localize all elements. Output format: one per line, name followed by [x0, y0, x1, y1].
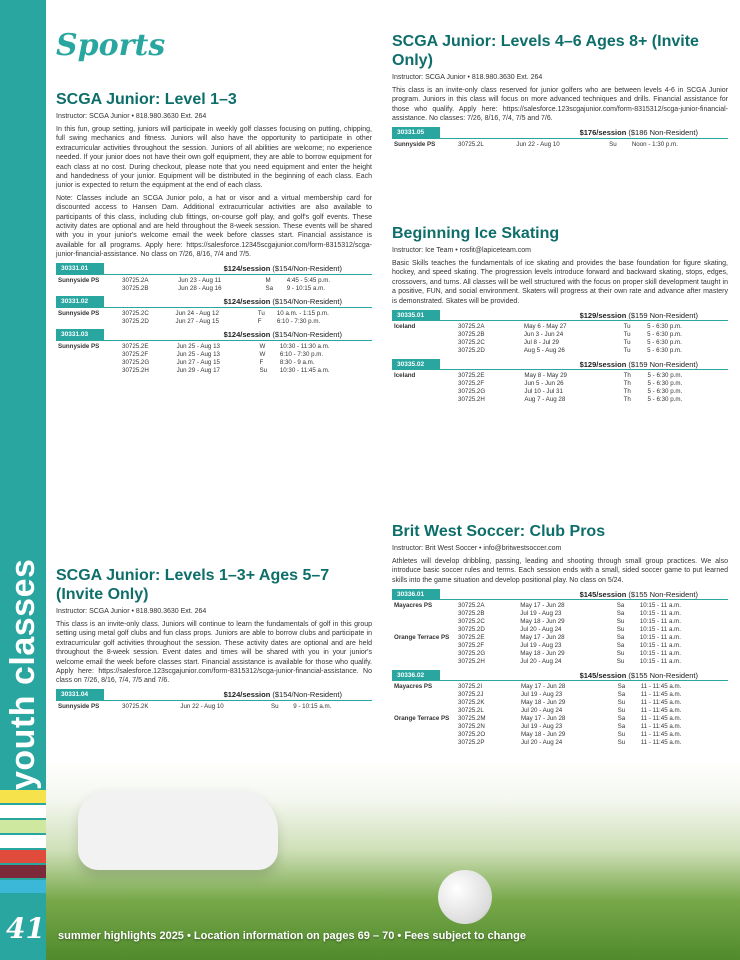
schedule-range: Jun 27 - Aug 15 — [175, 317, 219, 325]
course-code-badge: 30336.01 — [392, 589, 440, 600]
schedule-time: Noon - 1:30 p.m. — [631, 140, 678, 148]
session-header — [392, 359, 728, 370]
schedule-time: 5 - 6:30 p.m. — [647, 372, 683, 380]
schedule-day: Sa — [617, 715, 626, 723]
schedule-day: Su — [259, 366, 268, 374]
schedule-date: 30725.2K — [122, 702, 149, 710]
schedule-date: 30725.2G — [458, 650, 486, 658]
course-code-badge: 30336.02 — [392, 670, 440, 681]
schedule-range: Jul 20 - Aug 24 — [520, 739, 563, 747]
schedule-day: Sa — [616, 610, 625, 618]
schedule-day: Su — [616, 618, 625, 626]
schedule-day: Su — [616, 650, 625, 658]
class-scga-junior-4-6 — [392, 32, 728, 149]
schedule-date: 30725.2B — [122, 284, 149, 292]
schedule-range: Jun 5 - Jun 26 — [524, 380, 564, 388]
session-header — [56, 690, 372, 701]
non-resident-price: ($155 Non-Resident) — [628, 670, 698, 680]
class-scga-junior-1-3 — [56, 90, 372, 375]
schedule-time: 10:15 - 11 a.m. — [639, 658, 681, 666]
session-header — [56, 330, 372, 341]
schedule-day: Sa — [616, 642, 625, 650]
schedule-day: W — [259, 350, 266, 358]
course-code-badge: 30331.04 — [56, 689, 104, 700]
session-price — [580, 671, 698, 680]
schedule-date: 30725.2K — [458, 699, 485, 707]
schedule-loc: Mayacres PS — [394, 602, 433, 610]
schedule-time: 11 - 11:45 a.m. — [640, 723, 682, 731]
schedule-time: 5 - 6:30 p.m. — [647, 331, 682, 339]
schedule-table — [56, 277, 372, 293]
schedule-row — [392, 331, 728, 339]
schedule-loc — [392, 331, 456, 339]
schedule-row — [56, 318, 372, 326]
schedule-loc — [392, 707, 456, 715]
schedule-day: Sa — [265, 284, 274, 292]
schedule-time: 10:15 - 11 a.m. — [639, 626, 681, 634]
schedule-day: Tu — [257, 309, 265, 317]
schedule-date: 30725.2H — [122, 366, 149, 374]
schedule-range: May 8 - May 29 — [524, 372, 567, 380]
schedule-table — [392, 323, 728, 355]
resident-price: $176/session — [579, 128, 627, 138]
class-description: Basic Skills teaches the fundamentals of ice skating and provides the base foundation for figure skating, hockey, and speed skating. The progression levels introduce forward and backward skating, stops, edges, crossovers, and turns. All classes will be well structured with the focus on proper skill development taught in a positive, FUN, and social environment. Skaters will progress at their own rate and advance after mastery is demonstrated. Skates will be provided. — [392, 260, 728, 305]
schedule-range: Jul 19 - Aug 23 — [520, 723, 563, 731]
schedule-loc: Sunnyside PS — [58, 276, 100, 284]
golf-shoe-image — [78, 790, 278, 870]
class-title: Beginning Ice Skating — [392, 225, 560, 242]
schedule-day: Th — [623, 372, 631, 380]
class-title: SCGA Junior: Level 1–3 — [56, 91, 237, 108]
schedule-date: 30725.2G — [122, 358, 150, 366]
class-beginning-ice-skating — [392, 224, 728, 404]
schedule-day: Tu — [623, 347, 631, 355]
schedule-day: Tu — [623, 339, 631, 347]
schedule-range: May 17 - Jun 28 — [520, 683, 566, 691]
class-brit-west-soccer — [392, 522, 728, 747]
schedule-range: Jun 27 - Aug 15 — [176, 358, 220, 366]
resident-price: $124/session — [223, 297, 271, 307]
schedule-time: 5 - 6:30 p.m. — [647, 323, 682, 331]
schedule-date: 30725.2D — [458, 347, 485, 355]
non-resident-price: ($154/Non-Resident) — [272, 330, 342, 340]
schedule-time: 11 - 11:45 a.m. — [640, 731, 682, 739]
schedule-loc: Iceland — [394, 372, 416, 380]
schedule-range: Jul 20 - Aug 24 — [520, 658, 562, 666]
schedule-day: Tu — [623, 323, 631, 331]
schedule-date: 30725.2F — [458, 380, 485, 388]
schedule-range: Jul 19 - Aug 23 — [520, 691, 563, 699]
schedule-range: May 17 - Jun 28 — [520, 634, 565, 642]
session-header — [56, 264, 372, 275]
non-resident-price: ($154/Non-Resident) — [272, 297, 342, 307]
schedule-range: Jul 20 - Aug 24 — [520, 707, 563, 715]
schedule-loc — [392, 699, 456, 707]
schedule-time: 8:30 - 9 a.m. — [279, 358, 315, 366]
schedule-time: 9 - 10:15 a.m. — [286, 284, 325, 292]
non-resident-price: ($154/Non-Resident) — [272, 690, 342, 700]
schedule-date: 30725.2A — [122, 276, 149, 284]
schedule-day: Th — [623, 380, 631, 388]
schedule-date: 30725.2D — [458, 626, 485, 634]
schedule-row — [392, 731, 728, 739]
schedule-loc: Orange Terrace PS — [394, 715, 450, 723]
schedule-time: 5 - 6:30 p.m. — [647, 396, 683, 404]
course-code-badge: 30335.02 — [392, 359, 440, 370]
class-title: SCGA Junior: Levels 1–3+ Ages 5–7 (Invite Only) — [56, 567, 330, 603]
schedule-table — [392, 602, 728, 666]
schedule-range: May 18 - Jun 29 — [520, 618, 565, 626]
schedule-time: 10 a.m. - 1:15 p.m. — [276, 309, 329, 317]
color-stripe — [0, 790, 46, 803]
schedule-loc — [56, 285, 120, 293]
schedule-day: Sa — [617, 723, 626, 731]
schedule-range: Jun 25 - Aug 13 — [176, 342, 220, 350]
schedule-time: 10:15 - 11 a.m. — [639, 642, 681, 650]
schedule-loc: Sunnyside PS — [58, 702, 100, 710]
schedule-date: 30725.2L — [458, 140, 484, 148]
schedule-time: 6:10 - 7:30 p.m. — [279, 350, 324, 358]
class-instructor: Instructor: Brit West Soccer • info@britwestsoccer.com — [392, 545, 562, 552]
class-description: This class is an invite-only class. Juniors will continue to learn the fundamentals of golf in this group setting using metal golf clubs and fun class props. Juniors are able to borrow clubs and participate in extracurricular golf activities throughout the session. These activity dates are optional and are held throughout the 8-week session. Event dates and times will be shared with you in your junior's welcome email the week before classes start. Financial assistance is available for those who qualify. Apply here: https://salesforce.123scgajunior.com/form-8315312/scga-junior-financial-assistance. No class on 7/26, 8/16, 7/4, 7/5 and 7/6. — [56, 621, 372, 685]
color-stripe — [0, 850, 46, 863]
schedule-row — [392, 658, 728, 666]
schedule-time: 10:30 - 11:30 a.m. — [279, 342, 330, 350]
schedule-range: Jun 23 - Aug 11 — [178, 276, 222, 284]
schedule-day: Su — [616, 658, 625, 666]
resident-price: $129/session — [579, 310, 627, 320]
schedule-table — [56, 343, 372, 375]
color-stripe — [0, 880, 46, 893]
schedule-day: Su — [271, 702, 279, 710]
schedule-table — [56, 310, 372, 326]
non-resident-price: ($159 Non-Resident) — [628, 310, 698, 320]
schedule-time: 5 - 6:30 p.m. — [647, 388, 683, 396]
schedule-date: 30725.2E — [458, 372, 485, 380]
schedule-date: 30725.2L — [458, 707, 484, 715]
schedule-day: Su — [616, 626, 625, 634]
session-price — [580, 128, 698, 137]
schedule-range: Jul 19 - Aug 23 — [520, 610, 562, 618]
course-code-badge: 30331.03 — [56, 329, 104, 340]
schedule-date: 30725.2C — [122, 309, 149, 317]
schedule-date: 30725.2P — [458, 739, 485, 747]
schedule-loc — [392, 731, 456, 739]
schedule-date: 30725.2A — [458, 323, 485, 331]
golf-ball-image — [438, 870, 492, 924]
schedule-row — [392, 323, 728, 331]
schedule-day: Su — [617, 739, 626, 747]
course-code-badge: 30335.01 — [392, 310, 440, 321]
schedule-day: Sa — [616, 634, 625, 642]
schedule-row — [392, 626, 728, 634]
resident-price: $145/session — [579, 670, 627, 680]
schedule-loc — [392, 739, 456, 747]
session-price — [224, 330, 342, 339]
schedule-time: 6:10 - 7:30 p.m. — [276, 317, 321, 325]
schedule-time: 11 - 11:45 a.m. — [640, 683, 682, 691]
schedule-date: 30725.2B — [458, 610, 485, 618]
schedule-time: 11 - 11:45 a.m. — [640, 691, 682, 699]
schedule-row — [392, 691, 728, 699]
schedule-range: Jul 20 - Aug 24 — [520, 626, 562, 634]
schedule-date: 30725.2O — [458, 731, 486, 739]
schedule-row — [56, 343, 372, 351]
schedule-date: 30725.2C — [458, 618, 485, 626]
schedule-row — [392, 372, 728, 380]
schedule-loc — [392, 658, 456, 666]
schedule-day: Th — [623, 388, 631, 396]
schedule-loc — [392, 642, 456, 650]
schedule-row — [56, 359, 372, 367]
schedule-loc — [392, 380, 456, 388]
schedule-loc — [392, 396, 456, 404]
color-stripe — [0, 865, 46, 878]
schedule-range: Jun 22 - Aug 10 — [516, 140, 560, 148]
course-code-badge: 30331.05 — [392, 127, 440, 138]
schedule-time: 5 - 6:30 p.m. — [647, 347, 682, 355]
schedule-day: Su — [617, 707, 626, 715]
schedule-day: Su — [617, 699, 626, 707]
color-stripe — [0, 820, 46, 833]
schedule-row — [56, 703, 372, 711]
session-price — [224, 690, 342, 699]
course-code-badge: 30331.01 — [56, 263, 104, 274]
schedule-time: 11 - 11:45 a.m. — [640, 707, 682, 715]
schedule-date: 30725.2E — [122, 342, 149, 350]
schedule-row — [392, 380, 728, 388]
class-title: Brit West Soccer: Club Pros — [392, 523, 606, 540]
schedule-time: 10:15 - 11 a.m. — [639, 634, 681, 642]
schedule-loc: Sunnyside PS — [58, 309, 100, 317]
schedule-loc — [392, 610, 456, 618]
color-stripe — [0, 805, 46, 818]
schedule-loc: Mayacres PS — [394, 683, 433, 691]
class-scga-junior-ages-5-7 — [56, 566, 372, 711]
schedule-range: Jul 8 - Jul 29 — [523, 339, 560, 347]
non-resident-price: ($154/Non-Resident) — [272, 264, 342, 274]
schedule-row — [392, 347, 728, 355]
schedule-date: 30725.2E — [458, 634, 485, 642]
session-price — [580, 311, 698, 320]
schedule-date: 30725.2I — [458, 683, 483, 691]
class-description: This class is an invite-only class reserved for junior golfers who are between levels 4-6 in SCGA Junior program. Juniors in this class will focus on more advanced techniques and drills. Financial assistance for those who qualify. Apply here: https://salesforce.123scgajunior.com/form-8315312/scga-junior-financial-assistance. No classes: 7/26, 8/16, 7/4, 7/5 and 7/6. — [392, 87, 728, 123]
schedule-loc — [56, 367, 120, 375]
schedule-time: 5 - 6:30 p.m. — [647, 339, 682, 347]
schedule-date: 30725.2H — [458, 396, 485, 404]
schedule-loc: Sunnyside PS — [58, 342, 100, 350]
schedule-loc — [392, 347, 456, 355]
schedule-loc — [56, 359, 120, 367]
schedule-row — [56, 285, 372, 293]
schedule-day: Th — [623, 396, 631, 404]
schedule-date: 30725.2H — [458, 658, 485, 666]
session-header — [392, 589, 728, 600]
schedule-time: 11 - 11:45 a.m. — [640, 715, 682, 723]
resident-price: $124/session — [223, 330, 271, 340]
class-description: In this fun, group setting, juniors will participate in weekly golf classes focusing on putting, chipping, full swing mechanics and fitness. Juniors will also have the opportunity to participate in other extracurricular activities throughout the session. Juniors of all abilities are welcome; no experience needed. If your junior does not have their own golf equipment, they are able to borrow equipment for each class at no cost. During checkout, please note that you need equipment and enter the height and handedness of your junior. Equipment will be distributed in the beginning of each class. Each junior is expected to return the equipment at the end of each class. — [56, 126, 372, 190]
page-section-title: Sports — [56, 28, 166, 63]
non-resident-price: ($155 Non-Resident) — [628, 589, 698, 599]
schedule-row — [56, 277, 372, 285]
schedule-loc — [56, 318, 120, 326]
class-title: SCGA Junior: Levels 4–6 Ages 8+ (Invite Only) — [392, 33, 699, 69]
schedule-loc — [392, 618, 456, 626]
session-header — [392, 310, 728, 321]
class-instructor: Instructor: SCGA Junior • 818.980.3630 Ext. 264 — [392, 74, 543, 81]
schedule-range: Jun 24 - Aug 12 — [175, 309, 219, 317]
schedule-range: Jun 29 - Aug 17 — [176, 366, 220, 374]
session-price — [580, 360, 698, 369]
schedule-range: May 18 - Jun 29 — [520, 731, 566, 739]
schedule-time: 10:30 - 11:45 a.m. — [279, 366, 330, 374]
schedule-range: Aug 5 - Aug 26 — [523, 347, 565, 355]
schedule-time: 10:15 - 11 a.m. — [639, 650, 681, 658]
schedule-loc: Orange Terrace PS — [394, 634, 450, 642]
schedule-loc — [392, 723, 456, 731]
session-header — [392, 670, 728, 681]
non-resident-price: ($159 Non-Resident) — [628, 359, 698, 369]
schedule-table — [392, 141, 728, 149]
schedule-table — [392, 683, 728, 747]
schedule-day: Sa — [616, 602, 625, 610]
schedule-day: Tu — [623, 331, 631, 339]
schedule-loc — [392, 691, 456, 699]
schedule-date: 30725.2G — [458, 388, 486, 396]
session-price — [580, 590, 698, 599]
schedule-day: F — [259, 358, 264, 366]
schedule-row — [392, 723, 728, 731]
schedule-range: Jun 28 - Aug 16 — [178, 284, 222, 292]
schedule-date: 30725.2N — [458, 723, 485, 731]
schedule-row — [392, 739, 728, 747]
schedule-time: 10:15 - 11 a.m. — [639, 618, 681, 626]
schedule-row — [392, 650, 728, 658]
schedule-range: Jun 22 - Aug 10 — [180, 702, 224, 710]
schedule-row — [56, 310, 372, 318]
schedule-loc: Sunnyside PS — [394, 140, 436, 148]
schedule-loc — [56, 351, 120, 359]
schedule-row — [392, 396, 728, 404]
schedule-range: May 6 - May 27 — [523, 323, 567, 331]
schedule-row — [392, 610, 728, 618]
schedule-row — [392, 634, 728, 642]
session-header — [392, 128, 728, 139]
schedule-row — [392, 642, 728, 650]
non-resident-price: ($186 Non-Resident) — [628, 128, 698, 138]
session-header — [56, 297, 372, 308]
schedule-date: 30725.2B — [458, 331, 485, 339]
class-description: Athletes will develop dribbling, passing, leading and shooting through small group practices. We also introduce basic soccer rules and terms. Each session ends with a small, sided soccer game to put learned skills into the game situation and develop positional play. No class on 5/24. — [392, 558, 728, 584]
schedule-date: 30725.2A — [458, 602, 485, 610]
schedule-date: 30725.2C — [458, 339, 485, 347]
resident-price: $129/session — [579, 359, 627, 369]
schedule-day: Su — [609, 140, 617, 148]
schedule-row — [392, 715, 728, 723]
schedule-loc — [392, 339, 456, 347]
schedule-range: Jul 10 - Jul 31 — [524, 388, 563, 396]
schedule-table — [56, 703, 372, 711]
schedule-range: May 18 - Jun 29 — [520, 699, 566, 707]
schedule-day: Sa — [617, 691, 626, 699]
schedule-table — [392, 372, 728, 404]
schedule-range: Jul 19 - Aug 23 — [520, 642, 562, 650]
schedule-range: May 18 - Jun 29 — [520, 650, 565, 658]
schedule-row — [56, 351, 372, 359]
page-footer: summer highlights 2025 • Location information on pages 69 – 70 • Fees subject to change — [58, 930, 526, 942]
schedule-loc — [392, 650, 456, 658]
class-note: Note: Classes include an SCGA Junior polo, a hat or visor and a virtual membership card for discounted access to Hansen Dam. Additional extracurricular activities are also available to participants of this class, including club fittings, on-course golf play, and golf's golf events. These activity dates are optional and are held throughout the 8-week session. These events will be shared with you in your junior's welcome email the week before classes start. Financial assistance is available for all programs. Apply here: https://salesforce.12345scgajunior.com/form-8315312/scga-junior-financial-assistance. No class on 7/26, 8/16, 7/4 and 7/5. — [56, 194, 372, 259]
schedule-date: 30725.2F — [458, 642, 485, 650]
schedule-range: May 17 - Jun 28 — [520, 715, 566, 723]
schedule-time: 4:45 - 5:45 p.m. — [286, 276, 331, 284]
resident-price: $124/session — [223, 264, 271, 274]
schedule-date: 30725.2D — [122, 317, 149, 325]
schedule-row — [392, 707, 728, 715]
course-code-badge: 30331.02 — [56, 296, 104, 307]
schedule-loc — [392, 626, 456, 634]
schedule-range: Jun 3 - Jun 24 — [523, 331, 564, 339]
schedule-time: 9 - 10:15 a.m. — [293, 702, 332, 710]
resident-price: $145/session — [579, 589, 627, 599]
schedule-row — [392, 699, 728, 707]
session-price — [224, 297, 342, 306]
schedule-time: 10:15 - 11 a.m. — [639, 610, 681, 618]
schedule-row — [392, 683, 728, 691]
schedule-date: 30725.2J — [458, 691, 484, 699]
schedule-range: May 17 - Jun 28 — [520, 602, 565, 610]
schedule-range: Jun 25 - Aug 13 — [176, 350, 220, 358]
schedule-row — [392, 618, 728, 626]
schedule-time: 11 - 11:45 a.m. — [640, 739, 682, 747]
class-instructor: Instructor: Ice Team • rosfit@lapiceteam.com — [392, 247, 531, 254]
schedule-row — [392, 602, 728, 610]
side-label — [4, 750, 43, 790]
color-stripes — [0, 790, 46, 908]
schedule-date: 30725.2F — [122, 350, 149, 358]
schedule-day: Sa — [617, 683, 626, 691]
page-number: 41 — [6, 912, 45, 945]
schedule-time: 11 - 11:45 a.m. — [640, 699, 682, 707]
schedule-date: 30725.2M — [458, 715, 486, 723]
schedule-day: M — [265, 276, 271, 284]
color-stripe — [0, 835, 46, 848]
class-instructor: Instructor: SCGA Junior • 818.980.3630 Ext. 264 — [56, 113, 207, 120]
schedule-loc — [392, 388, 456, 396]
schedule-day: W — [259, 342, 266, 350]
class-instructor: Instructor: SCGA Junior • 818.980.3630 Ext. 264 — [56, 608, 207, 615]
schedule-day: Su — [617, 731, 626, 739]
schedule-time: 10:15 - 11 a.m. — [639, 602, 681, 610]
schedule-loc: Iceland — [394, 323, 416, 331]
schedule-row — [392, 141, 728, 149]
schedule-row — [392, 388, 728, 396]
resident-price: $124/session — [223, 690, 271, 700]
schedule-row — [56, 367, 372, 375]
schedule-time: 5 - 6:30 p.m. — [647, 380, 683, 388]
schedule-day: F — [257, 317, 262, 325]
schedule-range: Aug 7 - Aug 28 — [524, 396, 566, 404]
schedule-row — [392, 339, 728, 347]
session-price — [224, 264, 342, 273]
